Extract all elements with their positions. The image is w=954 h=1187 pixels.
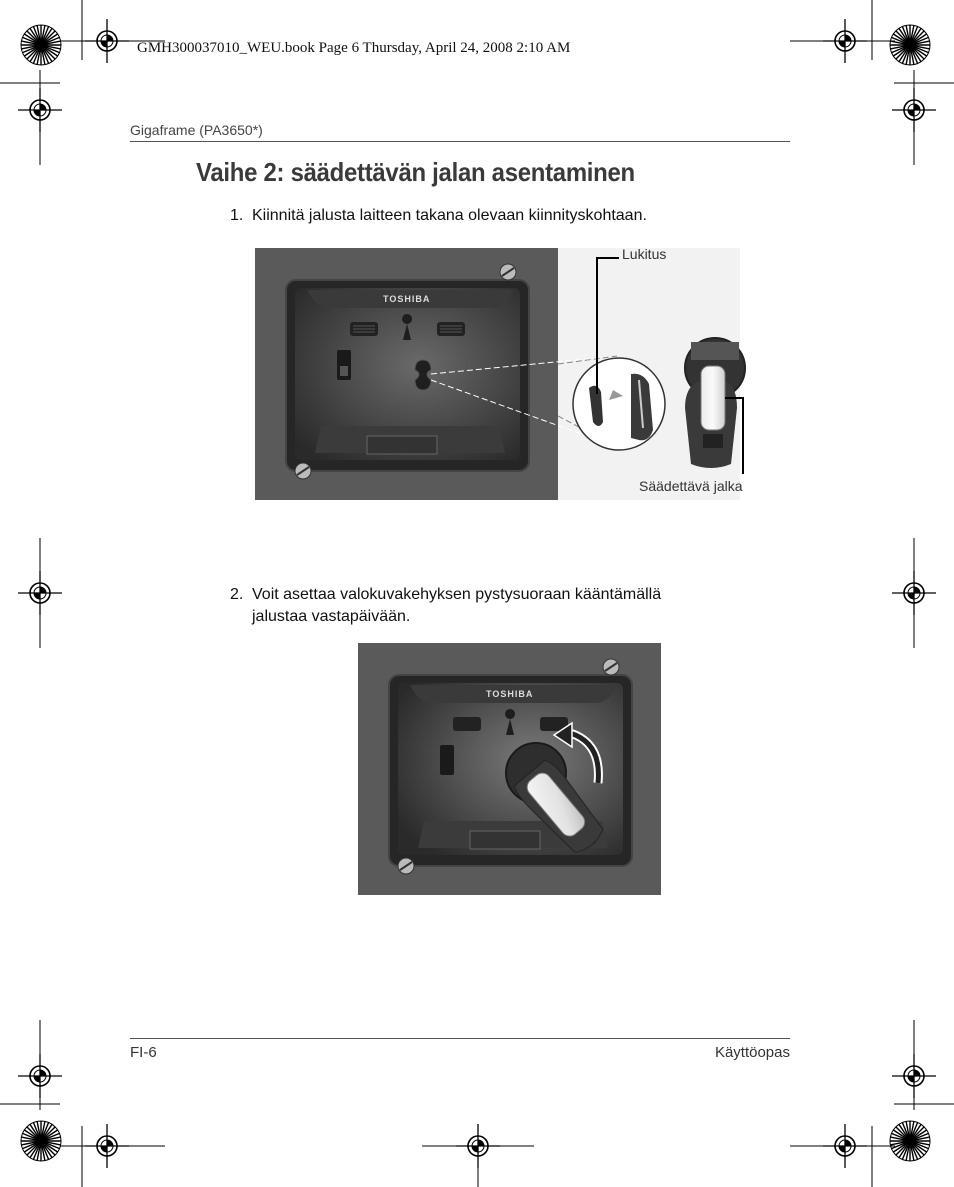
step-2-number: 2.	[230, 586, 244, 603]
section-title: Vaihe 2: säädettävän jalan asentaminen	[196, 157, 635, 187]
manual-name: Käyttöopas	[714, 1044, 790, 1061]
figure-2-rotate-stand	[358, 643, 661, 895]
fig2-brand-logo: TOSHIBA	[486, 689, 534, 699]
step-1	[230, 205, 790, 229]
header-rule	[130, 141, 790, 142]
step-2-text-line-1: Voit asettaa valokuvakehyksen pystysuoraan kääntämällä	[252, 586, 662, 603]
footer-rule	[130, 1038, 790, 1039]
print-slug-line: GMH300037010_WEU.book Page 6 Thursday, April 24, 2008 2:10 AM	[137, 40, 571, 56]
step-1-text: Kiinnitä jalusta laitteen takana olevaan kiinnityskohtaan.	[252, 207, 647, 224]
fig1-brand-logo: TOSHIBA	[383, 294, 431, 304]
page-number: FI-6	[130, 1044, 157, 1061]
step-2-text-line-2: jalustaa vastapäivään.	[252, 608, 411, 625]
step-1-number: 1.	[230, 207, 244, 224]
figure-1-attach-stand	[255, 246, 743, 500]
step-2	[230, 584, 790, 630]
callout-lock: Lukitus	[622, 246, 667, 262]
callout-adjustable-stand: Säädettävä jalka	[639, 478, 743, 494]
running-header: Gigaframe (PA3650*)	[130, 122, 263, 138]
